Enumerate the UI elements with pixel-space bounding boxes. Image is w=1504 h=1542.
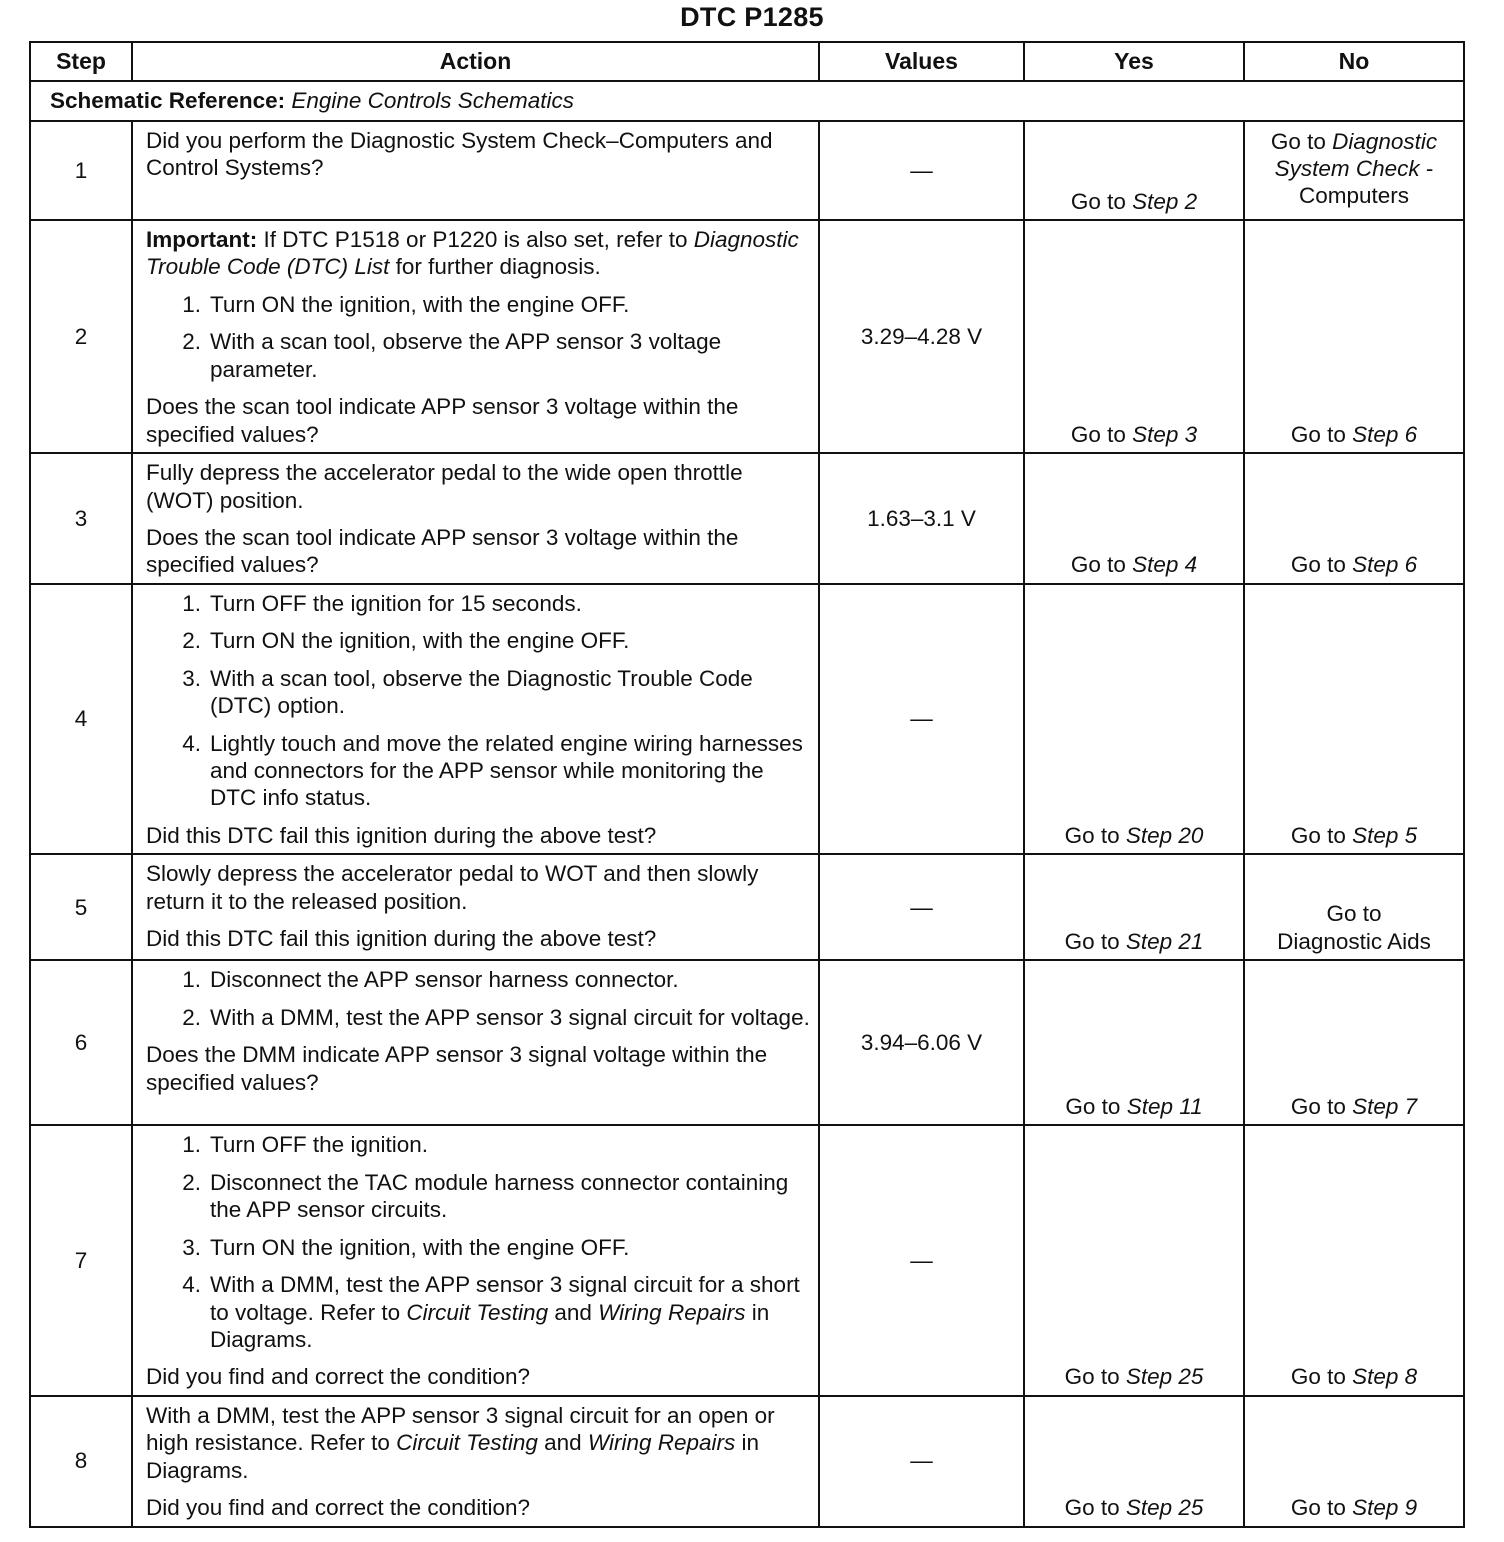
col-header-no: No xyxy=(1244,42,1464,81)
list-number: 2. xyxy=(182,1169,201,1195)
no-prefix: Go to xyxy=(1270,129,1333,154)
list-number: 1. xyxy=(182,291,201,317)
list-item xyxy=(146,1169,810,1224)
intro-text: and xyxy=(537,1430,588,1456)
header-row xyxy=(30,42,1464,81)
no-prefix: Go to xyxy=(1290,1364,1353,1390)
no-suffix: - Computers xyxy=(1298,156,1434,208)
step-number: 4 xyxy=(30,584,132,855)
col-header-step: Step xyxy=(30,42,132,81)
list-text-part: in Diagrams. xyxy=(210,1299,770,1352)
no-cell[interactable] xyxy=(1244,220,1464,453)
list-number: 1. xyxy=(182,967,201,993)
yes-step-link[interactable]: Step 25 xyxy=(1125,1364,1204,1390)
list-number: 4. xyxy=(182,730,201,756)
action-question: Does the scan tool indicate APP sensor 3 voltage within the specified values? xyxy=(146,394,739,447)
action-cell xyxy=(132,854,819,960)
col-header-action: Action xyxy=(132,42,819,81)
step-number: 3 xyxy=(30,453,132,584)
no-cell[interactable] xyxy=(1244,453,1464,584)
no-cell[interactable] xyxy=(1244,121,1464,220)
intro-text: in Diagrams. xyxy=(146,1430,760,1483)
list-text: With a scan tool, observe the APP sensor 3 voltage parameter. xyxy=(210,329,722,382)
important-note xyxy=(146,226,810,281)
list-text: Turn ON the ignition, with the engine OFF. xyxy=(210,628,630,654)
action-cell xyxy=(132,453,819,584)
no-step-link[interactable]: Diagnostic System Check xyxy=(1274,129,1438,181)
important-tail: for further diagnosis. xyxy=(389,254,601,280)
yes-cell[interactable] xyxy=(1024,220,1244,453)
yes-step-link[interactable]: Step 4 xyxy=(1132,552,1198,578)
list-item xyxy=(146,291,810,318)
list-item xyxy=(146,966,810,993)
no-text-line1: Go to xyxy=(1326,901,1382,927)
list-number: 4. xyxy=(182,1272,201,1298)
table-row xyxy=(30,220,1464,453)
action-cell xyxy=(132,960,819,1125)
yes-step-link[interactable]: Step 11 xyxy=(1126,1093,1203,1119)
value-cell: — xyxy=(819,121,1024,220)
action-intro: Fully depress the accelerator pedal to the wide open throttle (WOT) position. xyxy=(146,460,743,513)
table-row xyxy=(30,1396,1464,1527)
action-cell xyxy=(132,584,819,855)
list-text: Turn ON the ignition, with the engine OFF. xyxy=(210,291,630,317)
list-text: Disconnect the APP sensor harness connector. xyxy=(210,967,679,993)
no-cell[interactable] xyxy=(1244,1396,1464,1527)
yes-prefix: Go to xyxy=(1064,1495,1126,1521)
action-question: Did you find and correct the condition? xyxy=(146,1364,530,1390)
yes-cell[interactable] xyxy=(1024,453,1244,584)
no-prefix: Go to xyxy=(1290,822,1353,848)
table-row xyxy=(30,1125,1464,1396)
circuit-testing-link[interactable]: Circuit Testing xyxy=(406,1299,549,1325)
step-number: 8 xyxy=(30,1396,132,1527)
list-item xyxy=(146,730,810,812)
schematic-link[interactable]: Engine Controls Schematics xyxy=(291,88,575,114)
yes-prefix: Go to xyxy=(1064,928,1126,954)
schematic-reference-row xyxy=(30,81,1464,121)
value-cell: 3.29–4.28 V xyxy=(819,220,1024,453)
value-cell: 3.94–6.06 V xyxy=(819,960,1024,1125)
list-item xyxy=(146,665,810,720)
no-prefix: Go to xyxy=(1290,1495,1353,1521)
step-number: 2 xyxy=(30,220,132,453)
yes-prefix: Go to xyxy=(1064,822,1126,848)
col-header-values: Values xyxy=(819,42,1024,81)
yes-prefix: Go to xyxy=(1070,552,1133,578)
yes-prefix: Go to xyxy=(1070,421,1133,447)
no-prefix: Go to xyxy=(1290,421,1353,447)
list-number: 3. xyxy=(182,1234,201,1260)
intro-text: With a DMM, test the APP sensor 3 signal circuit for an open or high resistance. Refer to xyxy=(146,1402,775,1456)
yes-step-link[interactable]: Step 25 xyxy=(1125,1495,1204,1521)
col-header-yes: Yes xyxy=(1024,42,1244,81)
yes-step-link[interactable]: Step 2 xyxy=(1132,188,1198,214)
table-row xyxy=(30,854,1464,960)
list-number: 1. xyxy=(182,590,201,616)
no-prefix: Go to xyxy=(1290,552,1353,578)
yes-cell[interactable] xyxy=(1024,1396,1244,1527)
list-item xyxy=(146,1004,810,1031)
yes-cell[interactable] xyxy=(1024,1125,1244,1396)
list-number: 2. xyxy=(182,628,201,654)
list-text: Turn OFF the ignition for 15 seconds. xyxy=(210,590,582,616)
list-item xyxy=(146,1234,810,1261)
action-cell xyxy=(132,220,819,453)
list-text-part: With a DMM, test the APP sensor 3 signal circuit for a short to voltage. Refer to xyxy=(210,1272,800,1325)
no-cell[interactable] xyxy=(1244,584,1464,855)
yes-cell[interactable] xyxy=(1024,854,1244,960)
diagnostic-aids-link[interactable]: Diagnostic Aids xyxy=(1277,928,1431,954)
list-text xyxy=(210,1271,810,1353)
list-text: Turn OFF the ignition. xyxy=(210,1132,429,1158)
list-item xyxy=(146,1271,810,1353)
procedure-list xyxy=(146,590,810,812)
value-cell: — xyxy=(819,1125,1024,1396)
action-question: Did you find and correct the condition? xyxy=(146,1495,530,1521)
circuit-testing-link[interactable]: Circuit Testing xyxy=(396,1430,538,1456)
procedure-list xyxy=(146,291,810,383)
action-cell xyxy=(132,1125,819,1396)
important-label: Important: xyxy=(146,227,258,252)
list-item xyxy=(146,627,810,654)
value-cell: 1.63–3.1 V xyxy=(819,453,1024,584)
yes-step-link[interactable]: Step 20 xyxy=(1125,822,1204,848)
list-item xyxy=(146,328,810,383)
no-step-link[interactable]: Step 7 xyxy=(1352,1093,1418,1119)
no-step-link[interactable]: Step 9 xyxy=(1352,1495,1418,1521)
list-text: Lightly touch and move the related engine wiring harnesses and connectors for the APP sensor while monitoring the DTC info status. xyxy=(210,730,803,811)
list-text: Turn ON the ignition, with the engine OFF. xyxy=(210,1234,630,1260)
list-number: 2. xyxy=(182,1004,201,1030)
yes-cell[interactable] xyxy=(1024,960,1244,1125)
yes-step-link[interactable]: Step 21 xyxy=(1125,928,1204,954)
no-cell[interactable] xyxy=(1244,960,1464,1125)
action-question: Does the scan tool indicate APP sensor 3 voltage within the specified values? xyxy=(146,524,739,578)
no-step-link[interactable]: Step 8 xyxy=(1352,1364,1418,1390)
yes-prefix: Go to xyxy=(1064,1364,1126,1390)
table-row xyxy=(30,960,1464,1125)
yes-step-link[interactable]: Step 3 xyxy=(1132,421,1198,447)
no-prefix: Go to xyxy=(1290,1093,1353,1119)
list-text-part: and xyxy=(548,1299,599,1325)
dtc-list-link[interactable]: Diagnostic Trouble Code (DTC) List xyxy=(146,227,799,280)
action-question: Did this DTC fail this ignition during the above test? xyxy=(146,926,657,952)
action-cell xyxy=(132,121,819,220)
action-cell xyxy=(132,1396,819,1527)
list-text: Disconnect the TAC module harness connector containing the APP sensor circuits. xyxy=(210,1169,789,1223)
step-number: 1 xyxy=(30,121,132,220)
no-cell[interactable] xyxy=(1244,1125,1464,1396)
list-number: 1. xyxy=(182,1132,201,1158)
yes-cell[interactable] xyxy=(1024,584,1244,855)
list-item xyxy=(146,1131,810,1158)
wiring-repairs-link[interactable]: Wiring Repairs xyxy=(598,1299,746,1325)
list-text: With a scan tool, observe the Diagnostic Trouble Code (DTC) option. xyxy=(210,665,753,719)
no-cell[interactable] xyxy=(1244,854,1464,960)
no-step-link[interactable]: Step 6 xyxy=(1352,552,1418,578)
list-number: 3. xyxy=(182,665,201,691)
yes-cell[interactable] xyxy=(1024,121,1244,220)
table-row xyxy=(30,584,1464,855)
procedure-list xyxy=(146,966,810,1031)
important-text: If DTC P1518 or P1220 is also set, refer to xyxy=(257,227,694,252)
no-step-link[interactable]: Step 5 xyxy=(1352,822,1418,848)
value-cell: — xyxy=(819,584,1024,855)
table-row xyxy=(30,453,1464,584)
schematic-label: Schematic Reference: xyxy=(50,88,286,114)
action-question: Does the DMM indicate APP sensor 3 signal voltage within the specified values? xyxy=(146,1042,768,1095)
action-intro xyxy=(146,1402,810,1484)
step-number: 5 xyxy=(30,854,132,960)
action-question: Did this DTC fail this ignition during the above test? xyxy=(146,822,657,848)
value-cell: — xyxy=(819,854,1024,960)
yes-prefix: Go to xyxy=(1065,1093,1127,1119)
page-title: DTC P1285 xyxy=(680,2,824,32)
yes-prefix: Go to xyxy=(1070,188,1133,214)
list-number: 2. xyxy=(182,329,201,355)
value-cell: — xyxy=(819,1396,1024,1527)
step-number: 7 xyxy=(30,1125,132,1396)
list-item xyxy=(146,590,810,617)
action-question: Did you perform the Diagnostic System Check–Computers and Control Systems? xyxy=(146,128,773,181)
no-step-link[interactable]: Step 6 xyxy=(1352,421,1418,447)
wiring-repairs-link[interactable]: Wiring Repairs xyxy=(587,1430,736,1456)
schematic-reference xyxy=(30,81,1464,121)
table-row xyxy=(30,121,1464,220)
action-intro: Slowly depress the accelerator pedal to WOT and then slowly return it to the released position. xyxy=(146,861,759,914)
step-number: 6 xyxy=(30,960,132,1125)
procedure-list xyxy=(146,1131,810,1353)
list-text: With a DMM, test the APP sensor 3 signal circuit for voltage. xyxy=(210,1004,810,1030)
diagnostic-table xyxy=(29,41,1465,1528)
